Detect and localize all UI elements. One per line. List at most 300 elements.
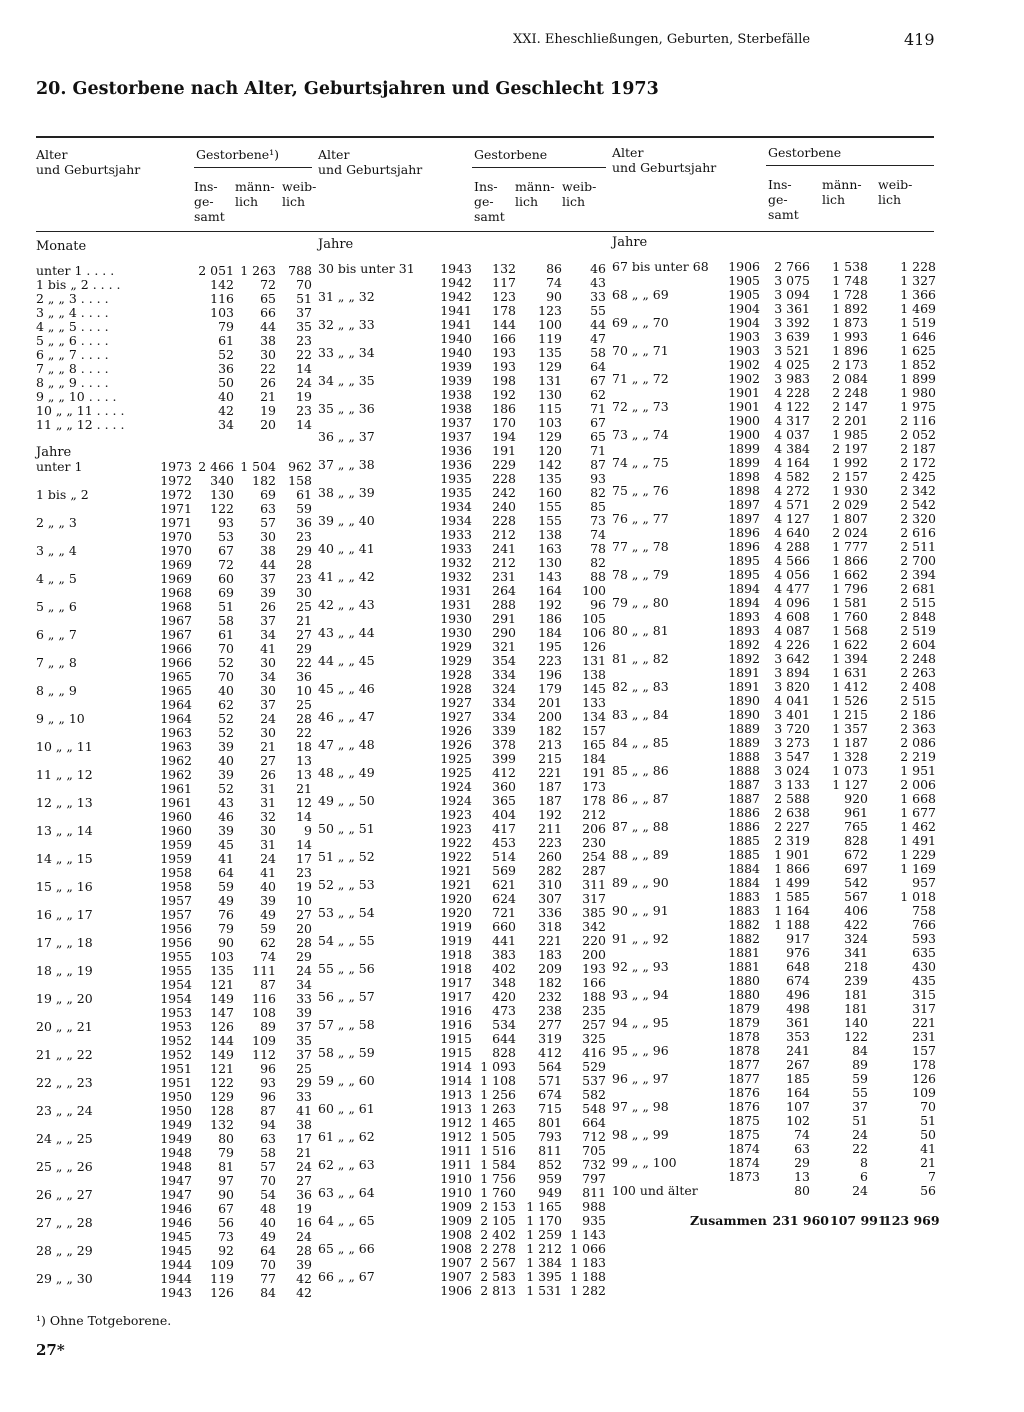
deaths-female: 30 [296,585,312,600]
deaths-total: 240 [492,499,516,514]
deaths-male: 34 [260,669,276,684]
deaths-male: 1 662 [832,567,868,582]
deaths-total: 73 [218,1229,234,1244]
deaths-female: 1 183 [570,1255,606,1270]
birth-year: 1888 [728,763,760,778]
deaths-total: 334 [492,709,516,724]
total-row [690,1213,940,1229]
deaths-female: 27 [296,627,312,642]
birth-year: 1948 [160,1159,192,1174]
deaths-male: 30 [260,823,276,838]
birth-year: 1923 [440,807,472,822]
col3-geburtsjahr-header: und Geburtsjahr [612,160,717,175]
deaths-total: 534 [492,1017,516,1032]
deaths-male: 1 985 [832,427,868,442]
deaths-female: 235 [582,1003,606,1018]
deaths-total: 76 [218,907,234,922]
age-label: 83 „ „ 84 [612,707,669,722]
birth-year: 1945 [160,1243,192,1258]
deaths-male: 8 [860,1155,868,1170]
age-label: 73 „ „ 74 [612,427,669,442]
col2-gestorbene-rule [472,167,606,168]
deaths-total: 119 [210,1271,234,1286]
age-label: 86 „ „ 87 [612,791,669,806]
deaths-male: 164 [538,583,562,598]
age-label: 66 „ „ 67 [318,1269,375,1284]
deaths-male: 959 [538,1171,562,1186]
deaths-female: 1 188 [570,1269,606,1284]
deaths-total: 43 [218,795,234,810]
deaths-female: 24 [296,375,312,390]
age-label: 58 „ „ 59 [318,1045,375,1060]
birth-year: 1952 [160,1033,192,1048]
birth-year: 1896 [728,525,760,540]
age-label: 4 „ „ 5 . . . . [36,319,109,334]
deaths-male: 187 [538,779,562,794]
age-label: 84 „ „ 85 [612,735,669,750]
deaths-male: 119 [538,331,562,346]
age-label: 16 „ „ 17 [36,907,93,922]
deaths-total: 1 164 [774,903,810,918]
birth-year: 1967 [160,627,192,642]
birth-year: 1940 [440,345,472,360]
birth-year: 1941 [440,303,472,318]
deaths-male: 77 [260,1271,276,1286]
deaths-female: 430 [912,959,936,974]
deaths-male: 24 [260,851,276,866]
page-header [0,30,1024,54]
age-label: 68 „ „ 69 [612,287,669,302]
signature-mark: 27* [36,1341,65,1359]
age-label: 8 „ „ 9 . . . . [36,375,109,390]
col3-maennlich-l1: männ- [822,177,862,192]
deaths-female: 325 [582,1031,606,1046]
deaths-total: 52 [218,711,234,726]
deaths-total: 321 [492,639,516,654]
deaths-total: 2 766 [774,259,810,274]
deaths-total: 4 477 [774,581,810,596]
deaths-female: 42 [296,1271,312,1286]
age-label: 69 „ „ 70 [612,315,669,330]
birth-year: 1896 [728,539,760,554]
deaths-male: 674 [538,1087,562,1102]
birth-year: 1886 [728,805,760,820]
deaths-female: 2 425 [900,469,936,484]
deaths-female: 145 [582,681,606,696]
age-label: 55 „ „ 56 [318,961,375,976]
age-label: 92 „ „ 93 [612,959,669,974]
birth-year: 1947 [160,1173,192,1188]
deaths-total: 103 [210,305,234,320]
age-label: 81 „ „ 82 [612,651,669,666]
deaths-total: 144 [492,317,516,332]
table-title: 20. Gestorbene nach Alter, Geburtsjahren und Geschlecht 1973 [36,79,659,99]
deaths-total: 417 [492,821,516,836]
age-label: 39 „ „ 40 [318,513,375,528]
birth-year: 1922 [440,849,472,864]
col2-gestorbene-header: Gestorbene [474,147,548,162]
deaths-female: 82 [590,555,606,570]
age-label: 24 „ „ 25 [36,1131,93,1146]
age-label: 11 „ „ 12 . . . . [36,417,125,432]
birth-year: 1973 [160,459,192,474]
birth-year: 1937 [440,415,472,430]
birth-year: 1876 [728,1099,760,1114]
age-label: 88 „ „ 89 [612,847,669,862]
age-label: 82 „ „ 83 [612,679,669,694]
birth-year: 1957 [160,893,192,908]
col2-maennlich-l1: männ- [515,179,555,194]
deaths-female: 20 [296,921,312,936]
birth-year: 1898 [728,469,760,484]
birth-year: 1897 [728,511,760,526]
birth-year: 1901 [728,385,760,400]
deaths-female: 43 [590,275,606,290]
col2-insgesamt-l3: samt [474,209,505,224]
deaths-total: 4 384 [774,441,810,456]
birth-year: 1885 [728,833,760,848]
deaths-total: 3 894 [774,665,810,680]
age-label: 4 „ „ 5 [36,571,77,586]
deaths-male: 221 [538,765,562,780]
deaths-male: 142 [538,457,562,472]
deaths-female: 19 [296,389,312,404]
deaths-male: 63 [260,1131,276,1146]
deaths-total: 2 153 [480,1199,516,1214]
birth-year: 1947 [160,1187,192,1202]
deaths-male: 1 992 [832,455,868,470]
col3-gestorbene-header: Gestorbene [768,145,842,160]
deaths-male: 238 [538,1003,562,1018]
birth-year: 1873 [728,1169,760,1184]
deaths-male: 1 796 [832,581,868,596]
deaths-total: 3 401 [774,707,810,722]
birth-year: 1964 [160,697,192,712]
deaths-female: 41 [920,1141,936,1156]
age-label: 93 „ „ 94 [612,987,669,1002]
age-label: 72 „ „ 73 [612,399,669,414]
deaths-female: 200 [582,947,606,962]
age-label: 70 „ „ 71 [612,343,669,358]
age-label: 22 „ „ 23 [36,1075,93,1090]
deaths-female: 67 [590,415,606,430]
deaths-male: 277 [538,1017,562,1032]
deaths-total: 123 [492,289,516,304]
deaths-male: 37 [260,697,276,712]
age-label: 96 „ „ 97 [612,1071,669,1086]
deaths-total: 191 [492,443,516,458]
deaths-male: 26 [260,767,276,782]
birth-year: 1954 [160,991,192,1006]
birth-year: 1942 [440,289,472,304]
birth-year: 1959 [160,851,192,866]
birth-year: 1887 [728,777,760,792]
deaths-female: 27 [296,907,312,922]
deaths-male: 1 531 [526,1283,562,1298]
deaths-total: 2 813 [480,1283,516,1298]
age-label: 45 „ „ 46 [318,681,375,696]
age-label: 61 „ „ 62 [318,1129,375,1144]
birth-year: 1912 [440,1129,472,1144]
table-body [0,236,1024,1302]
deaths-total: 42 [218,403,234,418]
deaths-female: 13 [296,767,312,782]
deaths-total: 420 [492,989,516,1004]
deaths-total: 122 [210,1075,234,1090]
birth-year: 1925 [440,765,472,780]
birth-year: 1962 [160,767,192,782]
deaths-male: 186 [538,611,562,626]
deaths-total: 70 [218,641,234,656]
deaths-male: 63 [260,501,276,516]
deaths-total: 61 [218,333,234,348]
age-label: 97 „ „ 98 [612,1099,669,1114]
deaths-male: 1 215 [832,707,868,722]
birth-year: 1949 [160,1131,192,1146]
deaths-male: 21 [260,739,276,754]
age-label: 7 „ „ 8 . . . . [36,361,109,376]
birth-year: 1885 [728,847,760,862]
deaths-male: 26 [260,375,276,390]
deaths-female: 1 951 [900,763,936,778]
deaths-female: 191 [582,765,606,780]
deaths-female: 1 066 [570,1241,606,1256]
deaths-female: 14 [296,809,312,824]
deaths-female: 131 [582,653,606,668]
birth-year: 1920 [440,905,472,920]
birth-year: 1954 [160,977,192,992]
deaths-female: 788 [288,263,312,278]
deaths-total: 242 [492,485,516,500]
table-column-block-2 [318,236,606,1302]
age-label: 53 „ „ 54 [318,905,375,920]
deaths-male: 30 [260,683,276,698]
birth-year: 1956 [160,935,192,950]
age-label: 43 „ „ 44 [318,625,375,640]
birth-year: 1878 [728,1043,760,1058]
age-label: 67 bis unter 68 [612,259,709,274]
deaths-total: 13 [794,1169,810,1184]
deaths-female: 126 [582,639,606,654]
deaths-total: 4 096 [774,595,810,610]
age-label: 71 „ „ 72 [612,371,669,386]
deaths-male: 86 [546,261,562,276]
col1-insgesamt-l2: ge- [194,194,214,209]
birth-year: 1880 [728,987,760,1002]
birth-year: 1934 [440,499,472,514]
birth-year: 1955 [160,949,192,964]
birth-year: 1955 [160,963,192,978]
deaths-total: 674 [786,973,810,988]
deaths-male: 852 [538,1157,562,1172]
deaths-total: 92 [218,1243,234,1258]
deaths-total: 126 [210,1285,234,1300]
deaths-male: 30 [260,347,276,362]
deaths-female: 582 [582,1087,606,1102]
deaths-male: 1 412 [832,679,868,694]
deaths-total: 267 [786,1057,810,1072]
deaths-total: 3 983 [774,371,810,386]
birth-year: 1963 [160,739,192,754]
deaths-total: 360 [492,779,516,794]
deaths-female: 257 [582,1017,606,1032]
deaths-total: 126 [210,1019,234,1034]
deaths-male: 1 384 [526,1255,562,1270]
deaths-female: 29 [296,949,312,964]
deaths-male: 564 [538,1059,562,1074]
deaths-total: 4 041 [774,693,810,708]
age-label: 27 „ „ 28 [36,1215,93,1230]
deaths-total: 1 256 [480,1087,516,1102]
birth-year: 1944 [160,1257,192,1272]
deaths-female: 21 [296,1145,312,1160]
birth-year: 1898 [728,483,760,498]
deaths-total: 103 [210,949,234,964]
deaths-total: 69 [218,585,234,600]
deaths-male: 218 [844,959,868,974]
deaths-male: 1 866 [832,553,868,568]
age-label: 18 „ „ 19 [36,963,93,978]
deaths-male: 96 [260,1089,276,1104]
deaths-female: 35 [296,1033,312,1048]
deaths-total: 3 642 [774,651,810,666]
age-label: 42 „ „ 43 [318,597,375,612]
age-label: 32 „ „ 33 [318,317,375,332]
deaths-total: 2 588 [774,791,810,806]
deaths-male: 920 [844,791,868,806]
deaths-male: 811 [538,1143,562,1158]
deaths-total: 4 571 [774,497,810,512]
birth-year: 1908 [440,1241,472,1256]
deaths-female: 231 [912,1029,936,1044]
deaths-total: 2 638 [774,805,810,820]
deaths-male: 6 [860,1169,868,1184]
deaths-female: 2 515 [900,595,936,610]
deaths-total: 473 [492,1003,516,1018]
deaths-female: 766 [912,917,936,932]
deaths-female: 37 [296,1047,312,1062]
age-label: 3 „ „ 4 . . . . [36,305,109,320]
age-label: 48 „ „ 49 [318,765,375,780]
age-label: 36 „ „ 37 [318,429,375,444]
deaths-male: 65 [260,291,276,306]
birth-year: 1913 [440,1087,472,1102]
deaths-female: 36 [296,515,312,530]
deaths-male: 40 [260,1215,276,1230]
deaths-male: 24 [852,1183,868,1198]
deaths-male: 223 [538,835,562,850]
deaths-female: 1 668 [900,791,936,806]
deaths-total: 498 [786,1001,810,1016]
deaths-female: 1 282 [570,1283,606,1298]
deaths-female: 58 [590,345,606,360]
deaths-female: 36 [296,1187,312,1202]
deaths-total: 185 [786,1071,810,1086]
birth-year: 1918 [440,947,472,962]
birth-year: 1921 [440,863,472,878]
deaths-female: 39 [296,1257,312,1272]
deaths-male: 211 [538,821,562,836]
age-label: 99 „ „ 100 [612,1155,677,1170]
deaths-female: 935 [582,1213,606,1228]
deaths-total: 36 [218,361,234,376]
deaths-female: 1 625 [900,343,936,358]
deaths-total: 514 [492,849,516,864]
deaths-male: 84 [260,1285,276,1300]
deaths-total: 4 640 [774,525,810,540]
birth-year: 1938 [440,387,472,402]
deaths-total: 4 226 [774,637,810,652]
deaths-male: 793 [538,1129,562,1144]
deaths-total: 170 [492,415,516,430]
col2-maennlich-l2: lich [515,194,539,209]
deaths-female: 65 [590,429,606,444]
deaths-total: 4 566 [774,553,810,568]
deaths-female: 435 [912,973,936,988]
age-label: 12 „ „ 13 [36,795,93,810]
deaths-total: 3 361 [774,301,810,316]
deaths-female: 106 [582,625,606,640]
age-label: 44 „ „ 45 [318,653,375,668]
deaths-male: 1 993 [832,329,868,344]
deaths-female: 2 186 [900,707,936,722]
birth-year: 1884 [728,875,760,890]
deaths-male: 115 [538,401,562,416]
deaths-male: 49 [260,1229,276,1244]
deaths-female: 529 [582,1059,606,1074]
deaths-total: 291 [492,611,516,626]
birth-year: 1911 [440,1143,472,1158]
age-label: 11 „ „ 12 [36,767,93,782]
deaths-total: 49 [218,893,234,908]
age-label: 51 „ „ 52 [318,849,375,864]
deaths-female: 166 [582,975,606,990]
deaths-male: 94 [260,1117,276,1132]
deaths-female: 2 542 [900,497,936,512]
deaths-male: 59 [852,1071,868,1086]
birth-year: 1874 [728,1155,760,1170]
deaths-total: 3 094 [774,287,810,302]
birth-year: 1916 [440,1003,472,1018]
deaths-female: 1 327 [900,273,936,288]
deaths-male: 70 [260,1257,276,1272]
deaths-total: 3 024 [774,763,810,778]
deaths-female: 2 515 [900,693,936,708]
deaths-female: 36 [296,669,312,684]
birth-year: 1960 [160,809,192,824]
deaths-male: 49 [260,907,276,922]
deaths-total: 402 [492,961,516,976]
page-number: 419 [904,30,935,49]
deaths-total: 348 [492,975,516,990]
birth-year: 1879 [728,1001,760,1016]
deaths-female: 50 [920,1127,936,1142]
deaths-female: 19 [296,879,312,894]
deaths-total: 72 [218,557,234,572]
birth-year: 1953 [160,1005,192,1020]
birth-year: 1894 [728,581,760,596]
deaths-male: 307 [538,891,562,906]
deaths-male: 1 187 [832,735,868,750]
age-label: 56 „ „ 57 [318,989,375,1004]
deaths-total: 228 [492,471,516,486]
deaths-total: 130 [210,487,234,502]
deaths-female: 957 [912,875,936,890]
deaths-male: 1 127 [832,777,868,792]
deaths-male: 103 [538,415,562,430]
deaths-total: 2 583 [480,1269,516,1284]
deaths-total: 4 056 [774,567,810,582]
